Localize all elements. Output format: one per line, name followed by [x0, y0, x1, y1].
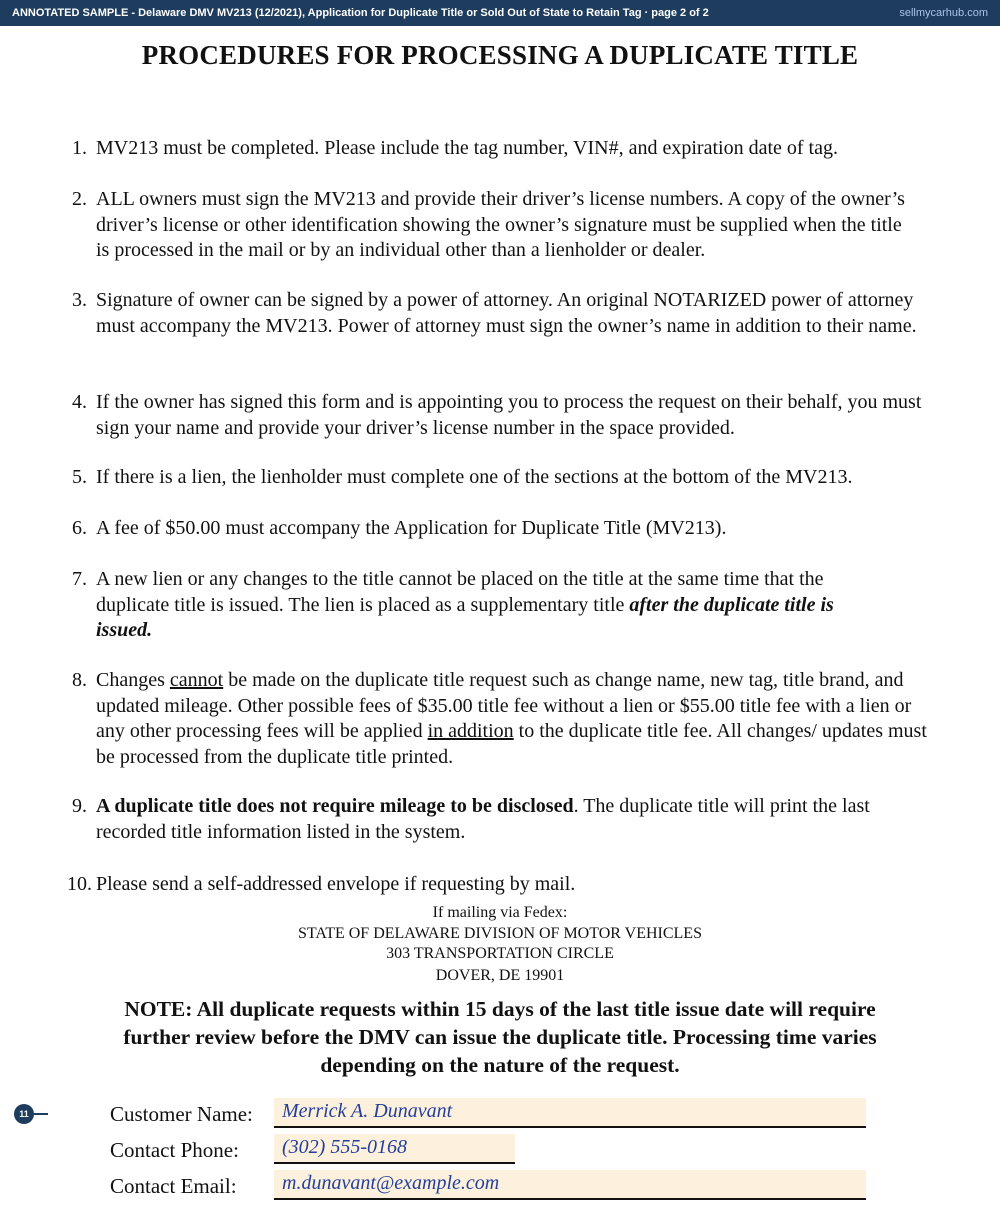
item-text: If the owner has signed this form and is appointing you to process the request on their behalf, you must sign your name and provide your driver’s license number in the space provided. [96, 391, 922, 439]
item-text [96, 567, 886, 644]
contact-email-label: Contact Email: [110, 1174, 237, 1198]
item-number: 7. [72, 568, 87, 590]
item-text: MV213 must be completed. Please include the tag number, VIN#, and expiration date of tag. [96, 137, 838, 159]
annotation-marker: 11 [14, 1104, 34, 1124]
item-number: 10. [67, 873, 92, 895]
annotation-leader-line [34, 1113, 48, 1115]
item-text-emphasis: after the duplicate title is issued. [96, 593, 834, 641]
mailing-agency: STATE OF DELAWARE DIVISION OF MOTOR VEHICLES [298, 925, 702, 942]
item-text-regular: Changes [96, 669, 170, 691]
contact-phone-label: Contact Phone: [110, 1138, 239, 1162]
item-number: 9. [72, 795, 87, 817]
contact-email-value: m.dunavant@example.com [282, 1172, 500, 1194]
item-number: 8. [72, 669, 87, 691]
customer-name-value: Merrick A. Dunavant [282, 1100, 453, 1122]
item-text: Please send a self-addressed envelope if requesting by mail. [96, 873, 576, 895]
item-number: 3. [72, 289, 87, 311]
item-text [96, 668, 934, 770]
item-text-underlined: in addition [427, 720, 514, 742]
item-text: ALL owners must sign the MV213 and provide their driver’s license numbers. A copy of the owner’s driver’s license or other identification showing the owner’s signature must be supplied when the title is processed in the mail or by an individual other than a lienholder or dealer. [96, 188, 905, 261]
item-text-underlined: cannot [169, 669, 224, 691]
item-text: A fee of $50.00 must accompany the Application for Duplicate Title (MV213). [96, 517, 727, 539]
item-text-regular: to the duplicate title fee. All changes/ updates must be processed from the duplicate title printed. [96, 720, 927, 768]
item-text-regular: be made on the duplicate title request such as change name, new tag, title brand, and updated mileage. Other possible fees of $35.00 title fee without a lien or $55.00 title fee with a lien or any other processing fees will be applied [96, 669, 912, 742]
customer-name-field[interactable] [274, 1098, 866, 1128]
item-number: 6. [72, 517, 87, 539]
note-text: NOTE: All duplicate requests within 15 days of the last title issue date will require further review before the DMV can issue the duplicate title. Processing time varies depending on the nature of the request. [123, 997, 877, 1077]
annotation-header-bar [0, 0, 1000, 26]
item-text: If there is a lien, the lienholder must complete one of the sections at the bottom of the MV213. [96, 466, 853, 488]
item-text [96, 794, 916, 845]
item-text-regular: A new lien or any changes to the title cannot be placed on the title at the same time that the duplicate title is issued. The lien is placed as a supplementary title [96, 568, 824, 616]
item-text-bold: A duplicate title does not require mileage to be disclosed [96, 795, 574, 817]
contact-email-field[interactable] [274, 1170, 866, 1200]
header-title: ANNOTATED SAMPLE - Delaware DMV MV213 (12/2021), Application for Duplicate Title or Sold Out of State to Retain Tag · page 2 of 2 [12, 7, 709, 19]
item-text: Signature of owner can be signed by a power of attorney. An original NOTARIZED power of attorney must accompany the MV213. Power of attorney must sign the owner’s name in addition to their name. [96, 289, 917, 337]
item-number: 5. [72, 466, 87, 488]
note-paragraph [0, 995, 1000, 1079]
item-number: 2. [72, 188, 87, 210]
mailing-street: 303 TRANSPORTATION CIRCLE [386, 945, 614, 962]
item-number: 1. [72, 137, 87, 159]
mailing-city: DOVER, DE 19901 [435, 967, 565, 984]
header-site-link[interactable]: sellmycarhub.com [899, 7, 988, 19]
page-title: PROCEDURES FOR PROCESSING A DUPLICATE TITLE [141, 40, 859, 70]
item-text-regular: . The duplicate title will print the last recorded title information listed in the system. [96, 795, 870, 843]
customer-name-label: Customer Name: [110, 1102, 253, 1126]
item-number: 4. [72, 391, 87, 413]
mailing-intro: If mailing via Fedex: [432, 904, 568, 921]
contact-phone-field[interactable] [274, 1134, 515, 1164]
contact-phone-value: (302) 555-0168 [282, 1136, 407, 1158]
